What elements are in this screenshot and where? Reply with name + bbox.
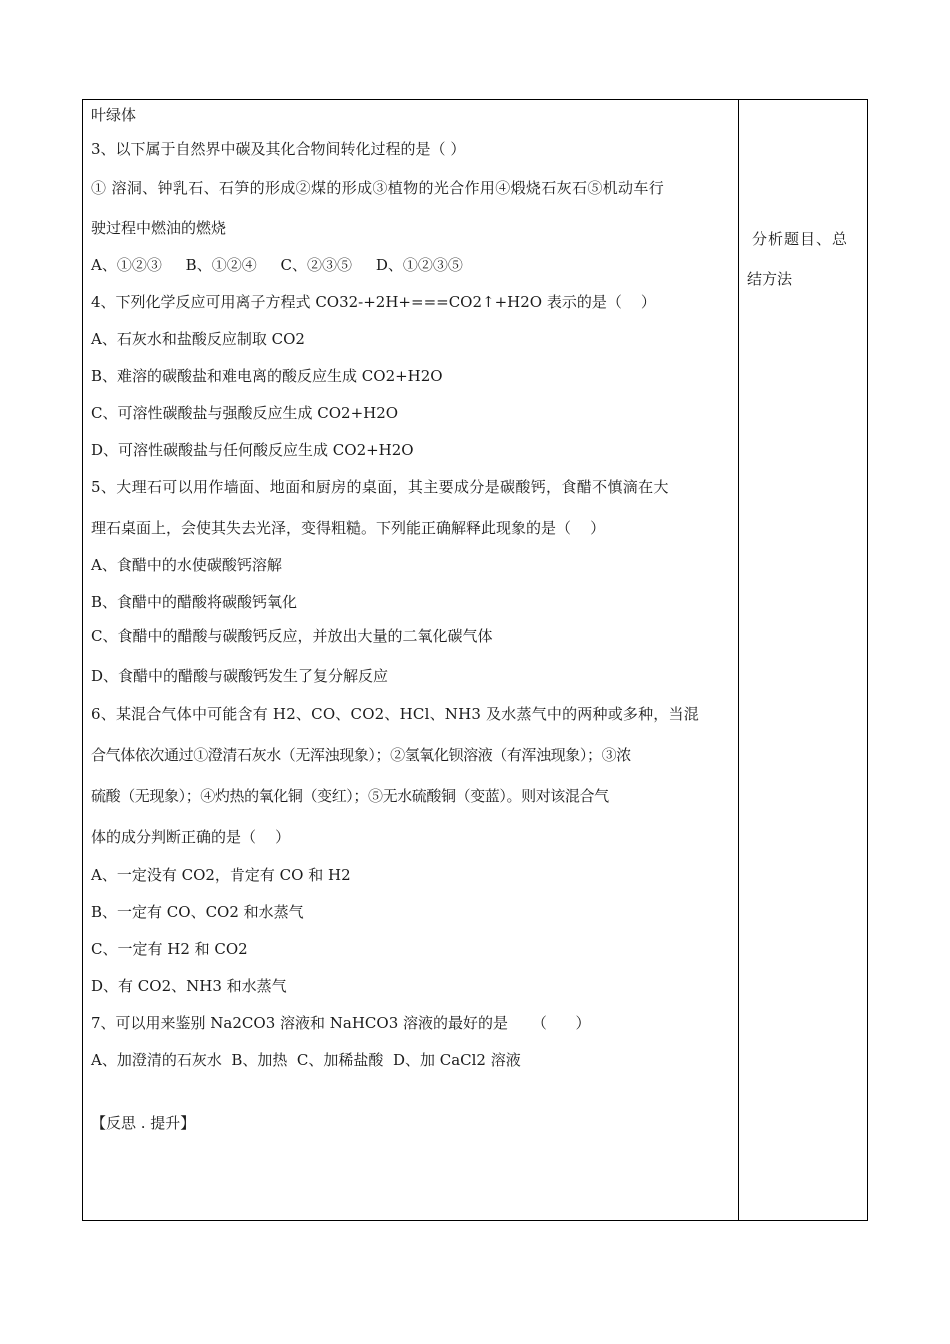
question-4-option-d: D、可溶性碳酸盐与任何酸反应生成 CO2+H2O: [91, 441, 414, 459]
question-7-options: A、加澄清的石灰水 B、加热 C、加稀盐酸 D、加 CaCl2 溶液: [91, 1051, 521, 1069]
question-6-stem-line-1: 6、某混合气体中可能含有 H2、CO、CO2、HCl、NH3 及水蒸气中的两种或多种，当混: [91, 705, 699, 723]
question-5-option-a: A、食醋中的水使碳酸钙溶解: [91, 556, 282, 574]
question-6-stem-line-4: 体的成分判断正确的是（ ）: [91, 828, 291, 846]
question-5-option-d: D、食醋中的醋酸与碳酸钙发生了复分解反应: [91, 667, 389, 685]
question-6-option-d: D、有 CO2、NH3 和水蒸气: [91, 977, 287, 995]
question-3-items-line-1: ① 溶洞、钟乳石、石笋的形成②煤的形成③植物的光合作用④煅烧石灰石⑤机动车行: [91, 179, 665, 197]
text-line: 叶绿体: [91, 106, 137, 124]
question-4-option-b: B、难溶的碳酸盐和难电离的酸反应生成 CO2+H2O: [91, 367, 443, 385]
question-4-option-c: C、可溶性碳酸盐与强酸反应生成 CO2+H2O: [91, 404, 399, 422]
question-4-stem: 4、下列化学反应可用离子方程式 CO32-+2H+===CO2↑+H2O 表示的是（ ）: [91, 293, 656, 311]
question-6-stem-line-2: 合气体依次通过①澄清石灰水（无浑浊现象）；②氢氧化钡溶液（有浑浊现象）；③浓: [91, 746, 631, 764]
column-divider: [738, 100, 739, 1220]
method-note-line-1: 分析题目、总: [752, 230, 849, 248]
question-3-items-line-2: 驶过程中燃油的燃烧: [91, 219, 227, 237]
method-note-line-2: 结方法: [747, 270, 793, 288]
worksheet-table: [82, 99, 868, 1221]
question-5-option-c: C、食醋中的醋酸与碳酸钙反应，并放出大量的二氧化碳气体: [91, 627, 493, 645]
question-6-option-c: C、一定有 H2 和 CO2: [91, 940, 248, 958]
question-7-stem: 7、可以用来鉴别 Na2CO3 溶液和 NaHCO3 溶液的最好的是 （ ）: [91, 1014, 591, 1032]
question-5-stem-line-1: 5、大理石可以用作墙面、地面和厨房的桌面，其主要成分是碳酸钙，食醋不慎滴在大: [91, 478, 669, 496]
question-3-options: A、①②③ B、①②④ C、②③⑤ D、①②③⑤: [91, 256, 463, 274]
question-5-option-b: B、食醋中的醋酸将碳酸钙氧化: [91, 593, 298, 611]
question-3-stem: 3、以下属于自然界中碳及其化合物间转化过程的是（ ）: [91, 140, 466, 158]
question-6-option-b: B、一定有 CO、CO2 和水蒸气: [91, 903, 304, 921]
question-4-option-a: A、石灰水和盐酸反应制取 CO2: [91, 330, 305, 348]
question-5-stem-line-2: 理石桌面上，会使其失去光泽，变得粗糙。下列能正确解释此现象的是（ ）: [91, 519, 606, 537]
reflection-heading: 【反思 . 提升】: [91, 1114, 196, 1132]
question-6-option-a: A、一定没有 CO2，肯定有 CO 和 H2: [91, 866, 351, 884]
question-6-stem-line-3: 硫酸（无现象）；④灼热的氧化铜（变红）；⑤无水硫酸铜（变蓝）。则对该混合气: [91, 787, 609, 805]
